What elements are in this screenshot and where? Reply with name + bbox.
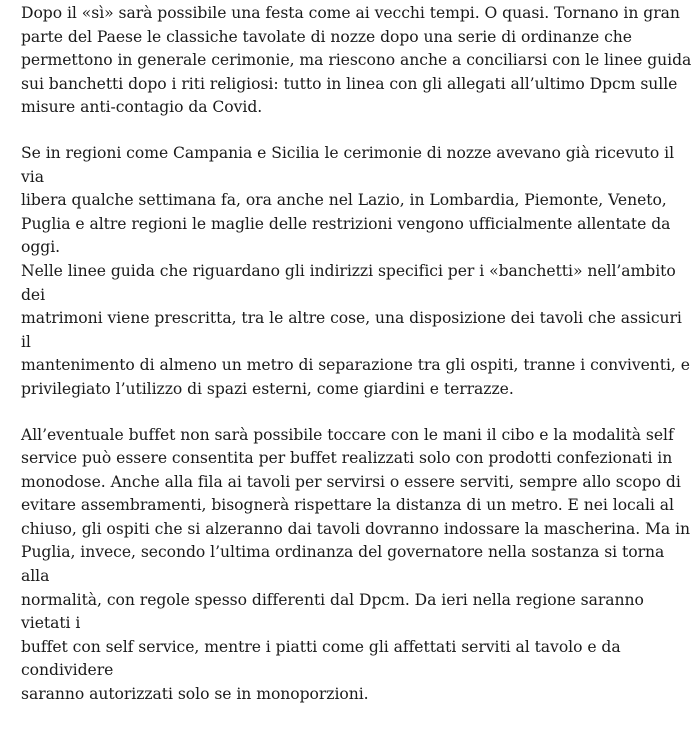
article-paragraph-3: All’eventuale buffet non sarà possibile toccare con le mani il cibo e la modalità self service può essere consentita per buffet realizzati solo con prodotti confezionati in monodose. Anche alla fila ai tavoli per servirsi o essere serviti, sempre allo scopo di evitare assembramenti, bisognerà rispettare la distanza di un metro. E nei locali al chiuso, gli ospiti che si alzeranno dai tavoli dovranno indossare la mascherina. Ma in Puglia, invece, secondo l’ultima ordinanza del governatore nella sostanza si torna alla normalità, con regole spesso differenti dal Dpcm. Da ieri nella regione saranno vietati i buffet con self service, mentre i piatti come gli affettati serviti al tavolo e da condividere saranno autorizzati solo se in monoporzioni. — [21, 425, 691, 704]
article-paragraph-2: Se in regioni come Campania e Sicilia le cerimonie di nozze avevano già ricevuto il via libera qualche settimana fa, ora anche nel Lazio, in Lombardia, Piemonte, Veneto, Puglia e altre regioni le maglie delle restrizioni vengono ufficialmente allentate da oggi. Nelle linee guida che riguardano gli indirizzi specifici per i «banchetti» nell’ambito dei matrimoni viene prescritta, tra le altre cose, una disposizione dei tavoli che assicuri il mantenimento di almeno un metro di separazione tra gli ospiti, tranne i conviventi, e privilegiato l’utilizzo di spazi esterni, come giardini e terrazze. — [21, 143, 690, 398]
article-body — [21, 2, 693, 729]
article-paragraph-1: Dopo il «sì» sarà possibile una festa come ai vecchi tempi. O quasi. Tornano in gran parte del Paese le classiche tavolate di nozze dopo una serie di ordinanze che permettono in generale cerimonie, ma riescono anche a conciliarsi con le linee guida sui banchetti dopo i riti religiosi: tutto in linea con gli allegati all’ultimo Dpcm sulle misure anti-contagio da Covid. — [21, 4, 692, 117]
